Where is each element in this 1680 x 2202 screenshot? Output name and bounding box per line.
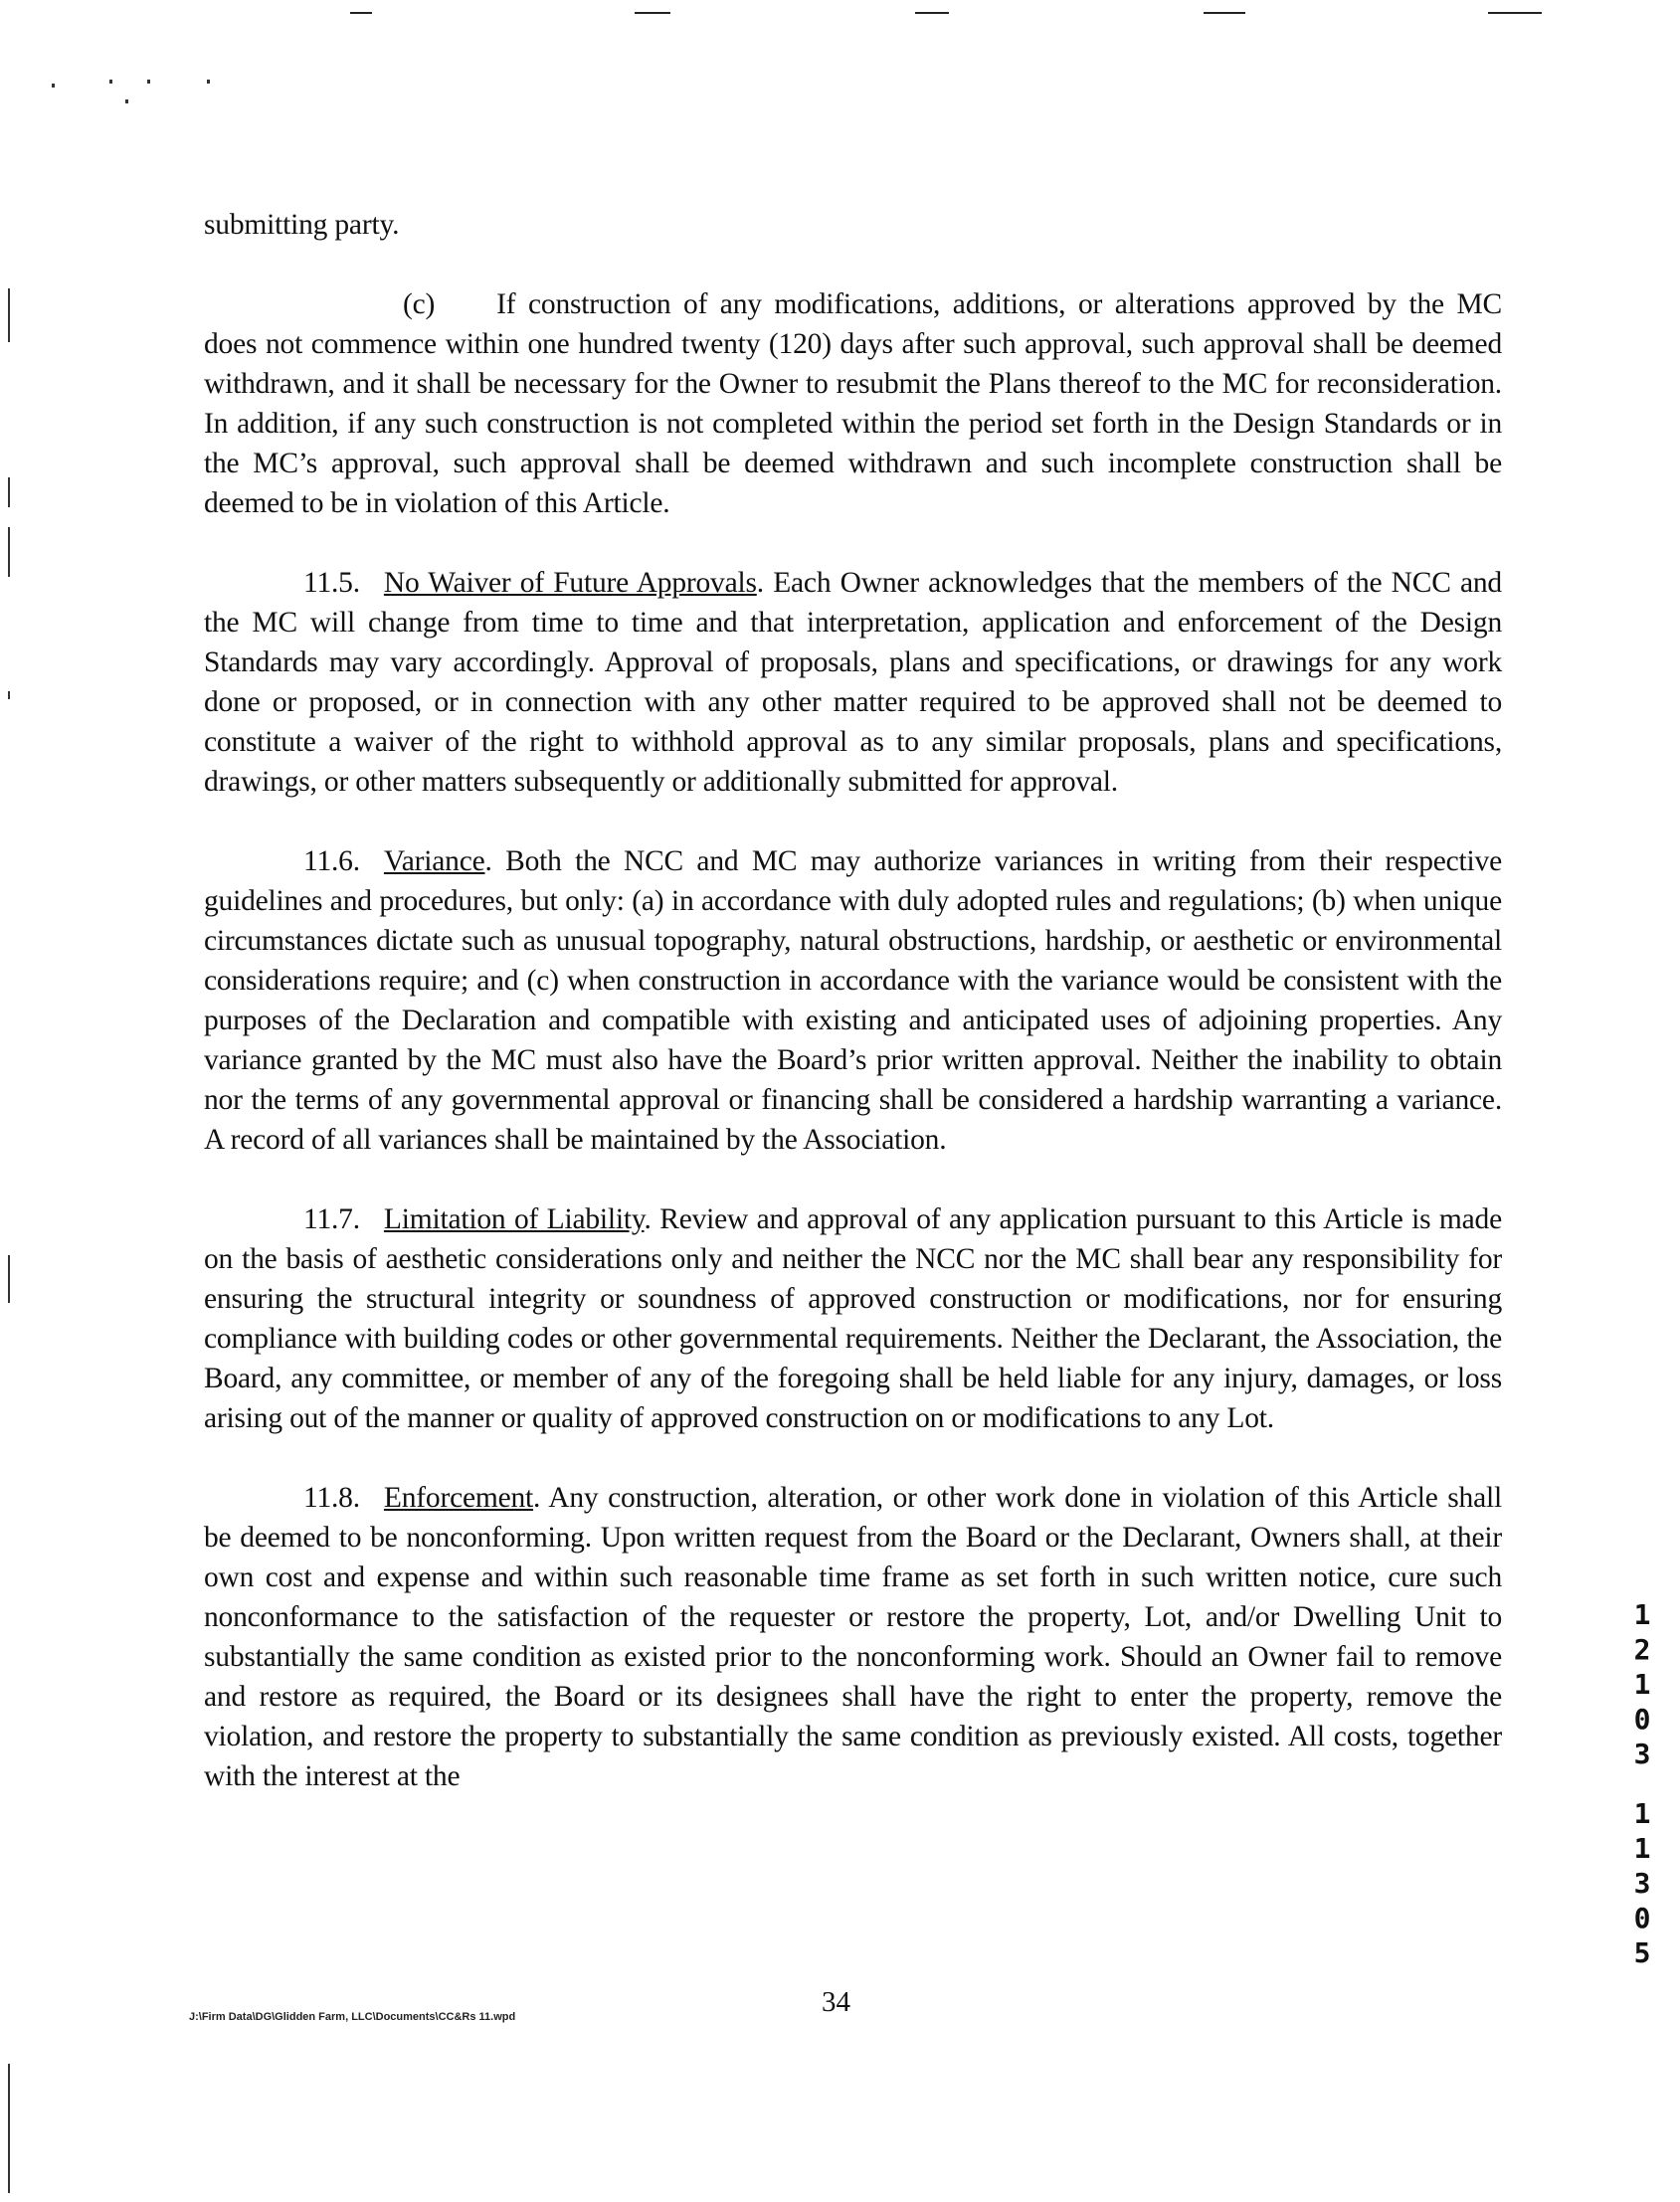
scan-artifact-speck — [109, 80, 112, 84]
section-11-8: 11.8. Enforcement. Any construction, alteration, or other work done in violation of this Article shall be deemed to be nonconforming. Upon written request from the Board or the Declarant, Owners shall, at their own cost and expense and within such reasonable time frame as set forth in such written notice, cure such nonconformance to the satisfaction of the requester or restore the property, Lot, and/or Dwelling Unit to substantially the same condition as existed prior to the nonconforming work. Should an Owner fail to remove and restore as required, the Board or its designees shall have the right to enter the property, remove the violation, and restore the property to substantially the same condition as previously existed. All costs, together with the interest at the — [204, 1482, 1502, 1792]
scan-artifact-dash — [350, 12, 372, 14]
stamp-digit: 1 — [1633, 1797, 1651, 1830]
section-title: Limitation of Liability — [383, 1203, 645, 1235]
scan-artifact-edge — [8, 1255, 10, 1303]
footer-file-path: J:\Firm Data\DG\Glidden Farm, LLC\Documents\CC&Rs 11.wpd — [189, 2011, 516, 2023]
section-number: 11.6. — [303, 845, 360, 877]
section-number: 11.8. — [303, 1482, 360, 1514]
stamp-digit: 1 — [1633, 1668, 1651, 1701]
recording-stamp-upper — [1629, 1597, 1655, 1771]
stamp-digit: 2 — [1633, 1633, 1651, 1666]
section-number: 11.5. — [303, 567, 360, 599]
scan-artifact-speck — [207, 80, 210, 84]
section-text: Both the NCC and MC may authorize variances in writing from their respective guidelines and procedures, but only: (a) in accordance with duly adopted rules and regulations; (b) when unique circumstances dictate such as unusual topography, natural obstructions, hardship, or aesthetic or environmental considerations require; and (c) when construction in accordance with the variance would be consistent with the purposes of the Declaration and compatible with existing and anticipated uses of adjoining properties. Any variance granted by the MC must also have the Board’s prior written approval. Neither the inability to obtain nor the terms of any governmental approval or financing shall be considered a hardship warranting a variance. A record of all variances shall be maintained by the Association. — [204, 845, 1502, 1156]
scan-artifact-speck — [52, 84, 55, 88]
stamp-digit: 1 — [1633, 1598, 1651, 1631]
section-title: No Waiver of Future Approvals — [383, 567, 757, 599]
paragraph-c-label: (c) — [403, 288, 436, 320]
scan-artifact-edge — [8, 691, 10, 699]
carryover-text: submitting party. — [204, 209, 400, 241]
stamp-digit: 3 — [1633, 1867, 1651, 1900]
stamp-digit: 3 — [1633, 1738, 1651, 1770]
page-number: 34 — [822, 1986, 850, 2018]
recording-stamp-lower — [1629, 1796, 1655, 1970]
scan-artifact-edge — [8, 527, 10, 577]
scan-artifact-edge — [8, 477, 10, 507]
scan-artifact-dash — [1204, 12, 1245, 14]
scan-artifact-dash — [1488, 12, 1542, 14]
paragraph-c-text: If construction of any modifications, additions, or alterations approved by the MC does not commence within one hundred twenty (120) days after such approval, such approval shall be deemed withdrawn, and it shall be necessary for the Owner to resubmit the Plans thereof to the MC for reconsideration. In addition, if any such construction is not completed within the period set forth in the Design Standards or in the MC’s approval, such approval shall be deemed withdrawn and such incomplete construction shall be deemed to be in violation of this Article. — [204, 288, 1502, 519]
stamp-digit: 1 — [1633, 1832, 1651, 1865]
stamp-digit: 0 — [1633, 1902, 1651, 1934]
stamp-digit: 5 — [1633, 1936, 1651, 1969]
scan-artifact-edge — [8, 288, 10, 342]
section-text: Each Owner acknowledges that the members of the NCC and the MC will change from time to time and that interpretation, application and enforcement of the Design Standards may vary accordingly. Approval of proposals, plans and specifications, or drawings for any work done or proposed, or in connection with any other matter required to be approved shall not be deemed to constitute a waiver of the right to withhold approval as to any similar proposals, plans and specifications, drawings, or other matters subsequently or additionally submitted for approval. — [204, 567, 1502, 798]
section-title: Variance — [383, 845, 485, 877]
section-11-7: 11.7. Limitation of Liability. Review and approval of any application pursuant to this Article is made on the basis of aesthetic considerations only and neither the NCC nor the MC shall bear any responsibility for ensuring the structural integrity or soundness of approved construction or modifications, nor for ensuring compliance with building codes or other governmental requirements. Neither the Declarant, the Association, the Board, any committee, or member of any of the foregoing shall be held liable for any injury, damages, or loss arising out of the manner or quality of approved construction on or modifications to any Lot. — [204, 1203, 1502, 1434]
section-11-5: 11.5. No Waiver of Future Approvals. Each Owner acknowledges that the members of the NCC and the MC will change from time to time and that interpretation, application and enforcement of the Design Standards may vary accordingly. Approval of proposals, plans and specifications, or drawings for any work done or proposed, or in connection with any other matter required to be approved shall not be deemed to constitute a waiver of the right to withhold approval as to any similar proposals, plans and specifications, drawings, or other matters subsequently or additionally submitted for approval. — [204, 567, 1502, 798]
section-number: 11.7. — [303, 1203, 360, 1235]
scan-artifact-edge — [8, 2064, 10, 2193]
scan-artifact-speck — [125, 99, 128, 103]
stamp-digit: 0 — [1633, 1703, 1651, 1736]
section-text: Review and approval of any application pursuant to this Article is made on the basis of aesthetic considerations only and neither the NCC nor the MC shall bear any responsibility for ensuring the structural integrity or soundness of approved construction or modifications, nor for ensuring compliance with building codes or other governmental requirements. Neither the Declarant, the Association, the Board, any committee, or member of any of the foregoing shall be held liable for any injury, damages, or loss arising out of the manner or quality of approved construction on or modifications to any Lot. — [204, 1203, 1502, 1434]
scan-artifact-dash — [915, 12, 949, 14]
section-title: Enforcement — [383, 1482, 534, 1514]
paragraph-c — [204, 284, 1502, 523]
section-text: Any construction, alteration, or other work done in violation of this Article shall be deemed to be nonconforming. Upon written request from the Board or the Declarant, Owners shall, at their own cost and expense and within such reasonable time frame as set forth in such written notice, cure such nonconformance to the satisfaction of the requester or restore the property, Lot, and/or Dwelling Unit to substantially the same condition as existed prior to the nonconforming work. Should an Owner fail to remove and restore as required, the Board or its designees shall have the right to enter the property, remove the violation, and restore the property to substantially the same condition as previously existed. All costs, together with the interest at the — [204, 1482, 1502, 1792]
scan-artifact-speck — [147, 80, 150, 84]
scan-artifact-dash — [635, 12, 670, 14]
document-body — [204, 205, 1502, 1836]
section-11-6: 11.6. Variance. Both the NCC and MC may authorize variances in writing from their respective guidelines and procedures, but only: (a) in accordance with duly adopted rules and regulations; (b) when unique circumstances dictate such as unusual topography, natural obstructions, hardship, or aesthetic or environmental considerations require; and (c) when construction in accordance with the variance would be consistent with the purposes of the Declaration and compatible with existing and anticipated uses of adjoining properties. Any variance granted by the MC must also have the Board’s prior written approval. Neither the inability to obtain nor the terms of any governmental approval or financing shall be considered a hardship warranting a variance. A record of all variances shall be maintained by the Association. — [204, 845, 1502, 1156]
